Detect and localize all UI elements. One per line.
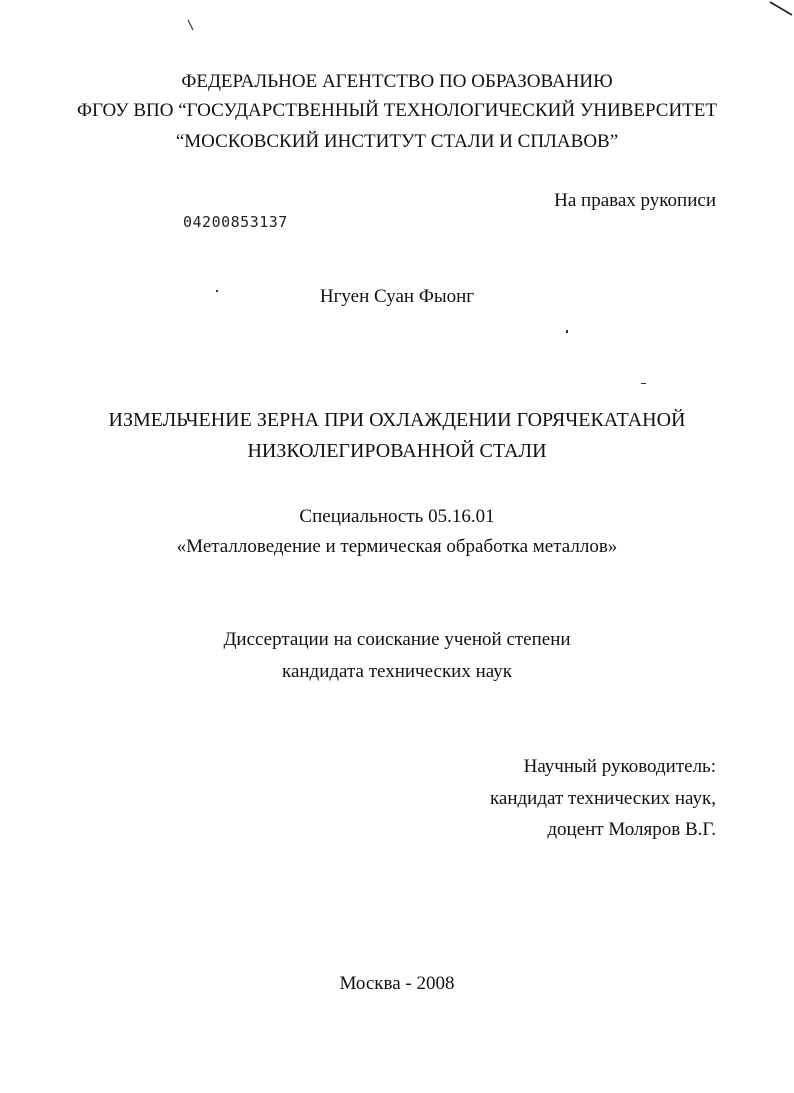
supervisor-degree: кандидат технических наук, bbox=[489, 788, 716, 809]
specialty-name: «Металловедение и термическая обработка металлов» bbox=[176, 536, 618, 557]
degree-line2: кандидата технических наук bbox=[282, 661, 512, 682]
scan-speck bbox=[566, 330, 568, 333]
dissertation-title-line2: НИЗКОЛЕГИРОВАННОЙ СТАЛИ bbox=[247, 440, 547, 462]
header-agency: ФЕДЕРАЛЬНОЕ АГЕНТСТВО ПО ОБРАЗОВАНИЮ bbox=[181, 71, 613, 92]
author-name: Нгуен Суан Фыонг bbox=[319, 286, 475, 307]
supervisor-name: доцент Моляров В.Г. bbox=[547, 819, 716, 840]
city-year: Москва - 2008 bbox=[339, 973, 455, 994]
degree-line1: Диссертации на соискание ученой степени bbox=[223, 629, 571, 650]
dissertation-title-line1: ИЗМЕЛЬЧЕНИЕ ЗЕРНА ПРИ ОХЛАЖДЕНИИ ГОРЯЧЕКАТАНОЙ bbox=[108, 409, 686, 431]
supervisor-label: Научный руководитель: bbox=[523, 756, 716, 777]
scan-mark-top-left bbox=[186, 18, 196, 32]
scan-speck bbox=[641, 383, 646, 384]
header-institute: “МОСКОВСКИЙ ИНСТИТУТ СТАЛИ И СПЛАВОВ” bbox=[175, 131, 619, 152]
scan-mark-top-right bbox=[768, 0, 794, 18]
archive-number: 04200853137 bbox=[183, 213, 288, 231]
specialty-code: Специальность 05.16.01 bbox=[299, 506, 495, 527]
manuscript-note: На правах рукописи bbox=[554, 190, 716, 211]
header-university: ФГОУ ВПО “ГОСУДАРСТВЕННЫЙ ТЕХНОЛОГИЧЕСКИЙ УНИВЕРСИТЕТ bbox=[76, 100, 718, 121]
